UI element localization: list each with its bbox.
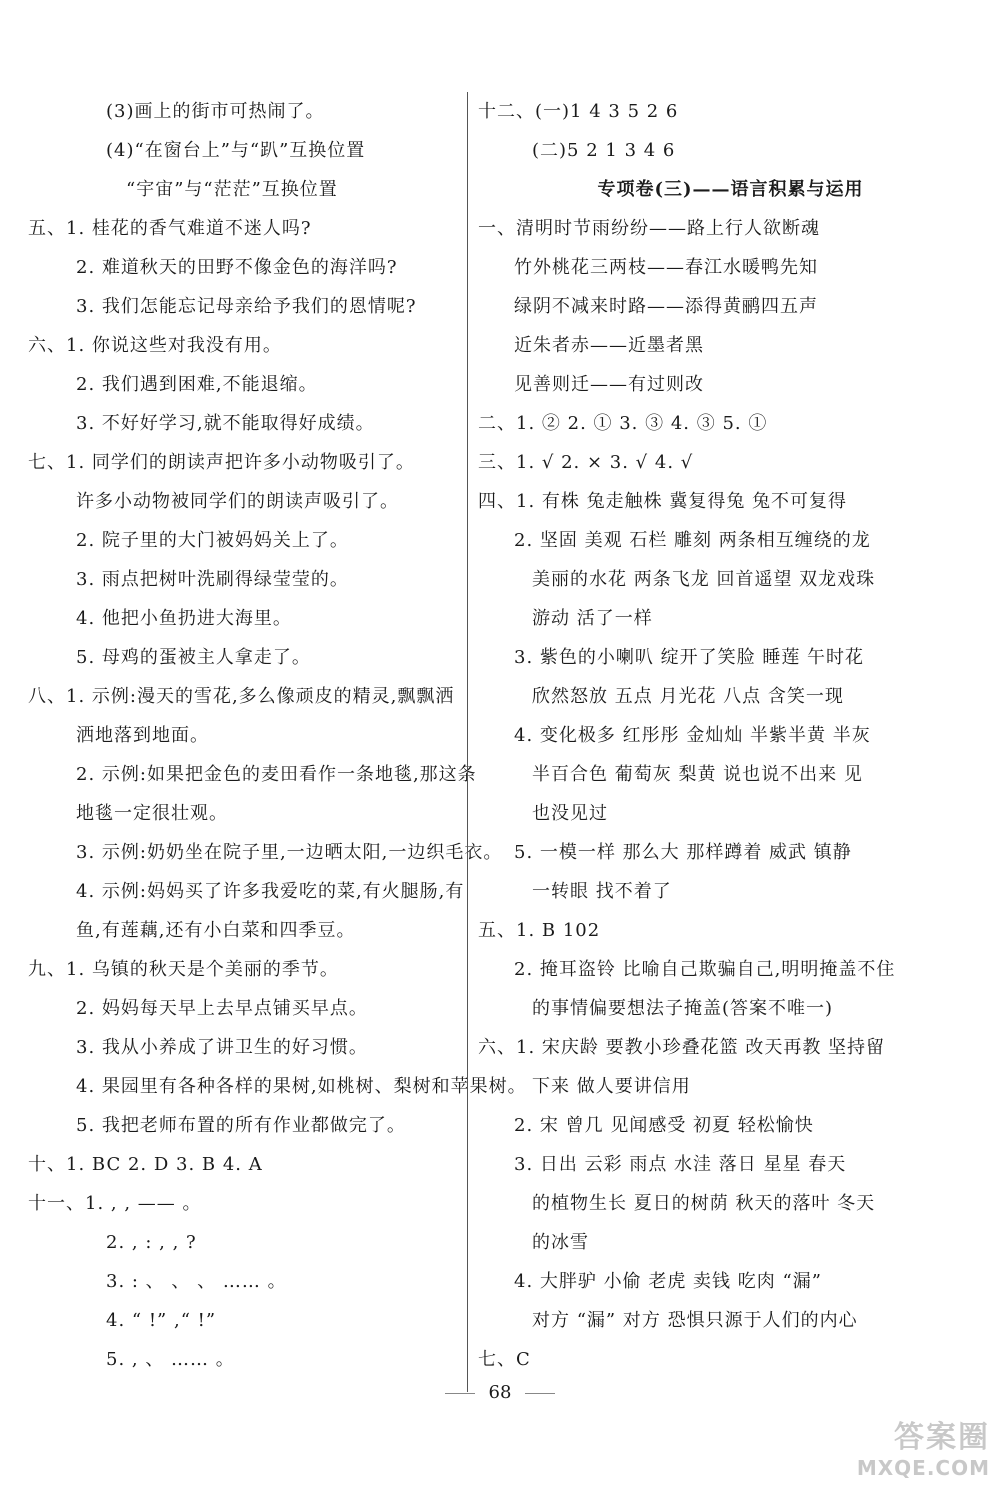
answer-line: 3. : 、 、 、 …… 。 [106,1271,287,1292]
answer-line: 四、1. 有株 兔走触株 冀复得兔 兔不可复得 [478,491,848,512]
answer-line: 五、1. B 102 [478,920,601,941]
footer-dash-left [445,1393,475,1394]
answer-line: 4. “ !” ,“ !” [106,1310,217,1331]
answer-line: 5. 我把老师布置的所有作业都做完了。 [76,1115,406,1136]
answer-line: 一转眼 找不着了 [532,881,672,902]
answer-line: 洒地落到地面。 [76,725,209,746]
answer-line: 十二、(一)1 4 3 5 2 6 [478,101,679,122]
answer-line: 5. 母鸡的蛋被主人拿走了。 [76,647,311,668]
answer-line: 五、1. 桂花的香气难道不迷人吗? [28,218,312,239]
answer-line: 2. 掩耳盗铃 比喻自己欺骗自己,明明掩盖不住 [514,959,896,980]
section-heading: 专项卷(三)——语言积累与运用 [597,179,864,200]
answer-line: (3)画上的街市可热闹了。 [106,101,325,122]
answer-line: 对方 “漏” 对方 恐惧只源于人们的内心 [532,1310,858,1331]
answer-line: 2. 难道秋天的田野不像金色的海洋吗? [76,257,398,278]
answer-line: 见善则迁——有过则改 [514,374,704,395]
answer-line: 美丽的水花 两条飞龙 回首遥望 双龙戏珠 [532,569,876,590]
answer-line: 3. 雨点把树叶洗刷得绿莹莹的。 [76,569,349,590]
answer-line: 八、1. 示例:漫天的雪花,多么像顽皮的精灵,飘飘洒 [28,686,455,707]
watermark-title: 答案圈 [894,1420,990,1455]
answer-line: 的事情偏要想法子掩盖(答案不唯一) [532,998,834,1019]
answer-line: 2. 院子里的大门被妈妈关上了。 [76,530,349,551]
watermark-url: MXQE.COM [856,1456,990,1480]
answer-line: 近朱者赤——近墨者黑 [514,335,704,356]
answer-line: 十一、1. , , —— 。 [28,1193,202,1214]
answer-line: 4. 他把小鱼扔进大海里。 [76,608,292,629]
answer-line: 欣然怒放 五点 月光花 八点 含笑一现 [532,686,844,707]
answer-line: 鱼,有莲藕,还有小白菜和四季豆。 [76,920,356,941]
page-footer [0,1382,1000,1403]
answer-line: 绿阴不减来时路——添得黄鹂四五声 [514,296,818,317]
answer-line: 3. 示例:奶奶坐在院子里,一边晒太阳,一边织毛衣。 [76,842,503,863]
page-number: 68 [488,1382,512,1403]
answer-line: 七、C [478,1349,531,1370]
watermark-logo [810,1412,990,1492]
answer-line: 3. 紫色的小喇叭 绽开了笑脸 睡莲 午时花 [514,647,865,668]
answer-line: 六、1. 你说这些对我没有用。 [28,335,282,356]
answer-line: 2. , : , , ? [106,1232,197,1253]
answer-line: (4)“在窗台上”与“趴”互换位置 [106,140,366,161]
answer-line: 竹外桃花三两枝——春江水暖鸭先知 [514,257,818,278]
answer-line: 3. 我从小养成了讲卫生的好习惯。 [76,1037,368,1058]
answer-line: 七、1. 同学们的朗读声把许多小动物吸引了。 [28,452,415,473]
answer-line: 2. 妈妈每天早上去早点铺买早点。 [76,998,368,1019]
answer-line: 2. 我们遇到困难,不能退缩。 [76,374,318,395]
answer-line: 4. 示例:妈妈买了许多我爱吃的菜,有火腿肠,有 [76,881,465,902]
answer-line: 5. 一模一样 那么大 那样蹲着 威武 镇静 [514,842,852,863]
answer-line: 游动 活了一样 [532,608,653,629]
answer-line: 4. 大胖驴 小偷 老虎 卖钱 吃肉 “漏” [514,1271,822,1292]
footer-dash-right [525,1393,555,1394]
answer-line: 十、1. BC 2. D 3. B 4. A [28,1154,263,1175]
answer-line: 4. 变化极多 红彤彤 金灿灿 半紫半黄 半灰 [514,725,871,746]
answer-line: 半百合色 葡萄灰 梨黄 说也说不出来 见 [532,764,863,785]
answer-line: 六、1. 宋庆龄 要教小珍叠花篮 改天再教 坚持留 [478,1037,886,1058]
answer-line: 的冰雪 [532,1232,589,1253]
answer-line: 2. 坚固 美观 石栏 雕刻 两条相互缠绕的龙 [514,530,871,551]
answer-line: 二、1. ② 2. ① 3. ③ 4. ③ 5. ① [478,413,768,434]
answer-line: 2. 示例:如果把金色的麦田看作一条地毯,那这条 [76,764,477,785]
answer-line: 一、清明时节雨纷纷——路上行人欲断魂 [478,218,820,239]
answer-line: 也没见过 [532,803,608,824]
answer-line: 3. 我们怎能忘记母亲给予我们的恩情呢? [76,296,417,317]
answer-line: 许多小动物被同学们的朗读声吸引了。 [76,491,399,512]
right-column [478,92,983,1379]
answer-line: “宇宙”与“茫茫”互换位置 [126,179,338,200]
answer-line: 3. 日出 云彩 雨点 水洼 落日 星星 春天 [514,1154,847,1175]
answer-line: 3. 不好好学习,就不能取得好成绩。 [76,413,375,434]
answer-line: 5. , 、 …… 。 [106,1349,235,1370]
answer-line: 下来 做人要讲信用 [532,1076,691,1097]
answer-line: 九、1. 乌镇的秋天是个美丽的季节。 [28,959,339,980]
answer-line: 三、1. √ 2. × 3. √ 4. √ [478,452,694,473]
answer-line: 地毯一定很壮观。 [76,803,228,824]
column-divider [467,92,468,1392]
answer-line: 2. 宋 曾几 见闻感受 初夏 轻松愉快 [514,1115,814,1136]
answer-line: 4. 果园里有各种各样的果树,如桃树、梨树和苹果树。 [76,1076,527,1097]
answer-line: 的植物生长 夏日的树荫 秋天的落叶 冬天 [532,1193,876,1214]
answer-line: (二)5 2 1 3 4 6 [532,140,676,161]
